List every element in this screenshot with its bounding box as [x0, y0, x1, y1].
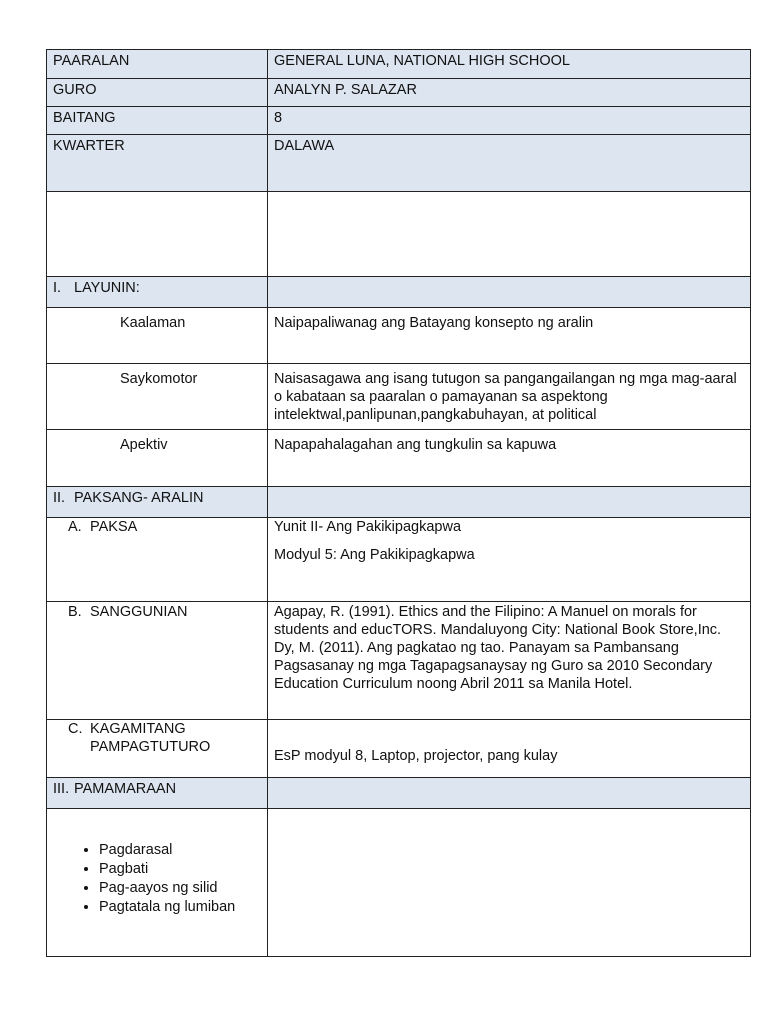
list-item: • Pagbati [99, 860, 261, 879]
layunin-num: I. [53, 280, 62, 296]
list-item: • Pagtatala ng lumiban [99, 898, 261, 917]
row-blank [47, 192, 751, 277]
paksang-aralin-title: PAKSANG- ARALIN [74, 490, 204, 506]
pamamaraan-heading-right [268, 778, 751, 809]
row-paaralan [47, 50, 751, 79]
row-pamamaraan-body [47, 809, 751, 957]
kaalaman-value: Naipapaliwanag ang Batayang konsepto ng aralin [268, 308, 751, 364]
pamamaraan-num: III. [53, 781, 70, 797]
row-baitang [47, 107, 751, 135]
paksa-value-2: Modyul 5: Ang Pakikipagkapwa [274, 547, 475, 563]
kaalaman-label: Kaalaman [47, 308, 268, 364]
paksa-value-1: Yunit II- Ang Pakikipagkapwa [274, 519, 462, 535]
row-saykomotor [47, 364, 751, 430]
row-kwarter [47, 135, 751, 192]
paksa-label-cell [47, 518, 268, 602]
paksa-label: PAKSA [90, 519, 138, 535]
sanggunian-label-cell [47, 602, 268, 720]
pamamaraan-list-cell [47, 809, 268, 957]
pamamaraan-body-right [268, 809, 751, 957]
list-item: • Pagdarasal [99, 841, 261, 860]
list-item: • Pag-aayos ng silid [99, 879, 261, 898]
kagamitan-label-cell [47, 720, 268, 778]
kwarter-value: DALAWA [268, 135, 751, 192]
row-paksang-aralin [47, 487, 751, 518]
paksa-value-cell [268, 518, 751, 602]
paaralan-value: GENERAL LUNA, NATIONAL HIGH SCHOOL [268, 50, 751, 79]
layunin-title: LAYUNIN: [74, 280, 140, 296]
row-layunin [47, 277, 751, 308]
sanggunian-value: Agapay, R. (1991). Ethics and the Filipino: A Manuel on morals for students and educTORS. Mandaluyong City: National Book Store,Inc. Dy, M. (2011). Ang pagkatao ng tao. Panayam sa Pambansang Pagsasanay ng mga Tagapagsanaysay ng Guro sa 2010 Secondary Education Curriculum noong Abril 2011 sa Manila Hotel. [268, 602, 751, 720]
row-apektiv [47, 430, 751, 487]
pamamaraan-heading [47, 778, 268, 809]
paksa-letter: A. [68, 519, 82, 535]
paksang-aralin-heading [47, 487, 268, 518]
pamamaraan-title: PAMAMARAAN [74, 781, 177, 797]
guro-label: GURO [47, 79, 268, 107]
apektiv-value: Napapahalagahan ang tungkulin sa kapuwa [268, 430, 751, 487]
paaralan-label: PAARALAN [47, 50, 268, 79]
paksang-aralin-heading-right [268, 487, 751, 518]
row-sanggunian [47, 602, 751, 720]
pamamaraan-list [53, 841, 261, 917]
row-paksa [47, 518, 751, 602]
sanggunian-letter: B. [68, 604, 82, 620]
baitang-label: BAITANG [47, 107, 268, 135]
kagamitan-label-wrap [68, 720, 261, 756]
kagamitan-letter: C. [68, 721, 83, 737]
kwarter-label: KWARTER [47, 135, 268, 192]
blank-cell-left [47, 192, 268, 277]
kagamitan-value: EsP modyul 8, Laptop, projector, pang kulay [268, 720, 751, 778]
paksang-aralin-num: II. [53, 490, 66, 506]
baitang-value: 8 [268, 107, 751, 135]
layunin-heading [47, 277, 268, 308]
layunin-heading-right [268, 277, 751, 308]
row-guro [47, 79, 751, 107]
row-kagamitan [47, 720, 751, 778]
lesson-plan-table [46, 49, 751, 957]
blank-cell-right [268, 192, 751, 277]
kagamitan-label: KAGAMITANG PAMPAGTUTURO [90, 721, 211, 755]
sanggunian-label: SANGGUNIAN [90, 604, 188, 620]
apektiv-label: Apektiv [47, 430, 268, 487]
guro-value: ANALYN P. SALAZAR [268, 79, 751, 107]
row-kaalaman [47, 308, 751, 364]
saykomotor-label: Saykomotor [47, 364, 268, 430]
row-pamamaraan [47, 778, 751, 809]
saykomotor-value: Naisasagawa ang isang tutugon sa pangangailangan ng mga mag-aaral o kabataan sa paaralan o pamayanan sa aspektong intelektwal,panlipunan,pangkabuhayan, at political [268, 364, 751, 430]
